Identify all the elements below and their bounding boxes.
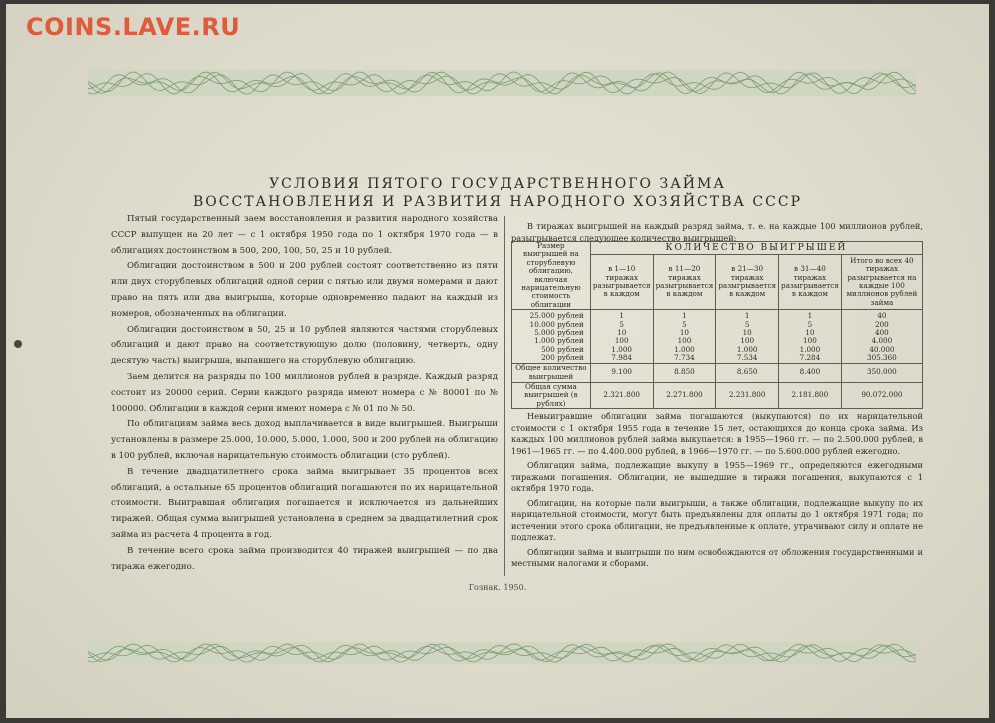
table-cell: 100 xyxy=(779,337,842,345)
table-cell: 7.284 xyxy=(779,354,842,363)
table-cell: 5 xyxy=(779,321,842,329)
paragraph: По облигациям займа весь доход выплачивается в виде выигрышей. Выигрыши установлены в размере 25.000, 10.000, 5.000, 1.000, 500 и 200 рублей на облигацию в 100 рублей, включая нарицательную стоимость облигации (сто рублей). xyxy=(111,419,498,461)
table-cell: 200 xyxy=(841,321,922,329)
table-cell: 1 xyxy=(653,310,716,321)
table-cell: 100 xyxy=(590,337,653,345)
table-cell: 100 xyxy=(716,337,779,345)
col-draws-1-10: в 1—10 тиражах разыгрывается в каждом xyxy=(590,254,653,309)
table-cell: 90.072.000 xyxy=(841,382,922,408)
table-row xyxy=(512,354,923,363)
paragraph: Заем делится на разряды по 100 миллионов рублей в разряде. Каждый разряд состоит из 20000 серий. Серии каждого разряда имеют номера с № 80001 по № 100000. Облигации в каждой серии имеют номера с № 01 по № 50. xyxy=(111,371,498,414)
paragraph: Облигации достоинством в 50, 25 и 10 рублей являются частями сторублевых облигаций и дают право на соответствующую долю (половину, четверть, одну десятую часть) выигрыша, выпавшего на сторублевую облигацию. xyxy=(111,324,498,367)
col-group-count: КОЛИЧЕСТВО ВЫИГРЫШЕЙ xyxy=(590,242,922,255)
table-cell: 2.231.800 xyxy=(716,382,779,408)
table-cell: 200 рублей xyxy=(512,354,591,363)
table-cell: 10 xyxy=(779,329,842,337)
table-cell: 305.360 xyxy=(841,354,922,363)
table-cell: 350.000 xyxy=(841,363,922,382)
table-cell: 10.000 рублей xyxy=(512,321,591,329)
table-cell: 1.000 рублей xyxy=(512,337,591,345)
table-cell: 2.321.800 xyxy=(590,382,653,408)
guilloche-border-bottom xyxy=(88,642,916,664)
col-draws-11-20: в 11—20 тиражах разыгрывается в каждом xyxy=(653,254,716,309)
table-cell: 7.534 xyxy=(716,354,779,363)
table-cell: 1.000 xyxy=(716,346,779,354)
paragraph: Облигации займа и выигрыши по ним освобождаются от обложения государственными и местными налогами и сборами. xyxy=(511,546,923,568)
paragraph: В течение всего срока займа производится 40 тиражей выигрышей — по два тиража ежегодно. xyxy=(111,545,498,572)
prize-table xyxy=(511,241,923,409)
col-draws-31-40: в 31—40 тиражах разыгрывается в каждом xyxy=(779,254,842,309)
table-cell: 5 xyxy=(590,321,653,329)
table-cell: 8.850 xyxy=(653,363,716,382)
table-cell: 8.650 xyxy=(716,363,779,382)
table-cell: 25.000 рублей xyxy=(512,310,591,321)
right-column xyxy=(511,411,923,573)
table-cell: 400 xyxy=(841,329,922,337)
paragraph: Облигации, на которые пали выигрыши, а также облигации, подлежащие выкупу по их нарицательной стоимости, могут быть предъявлены для оплаты до 1 октября 1971 года; по истечении этого срока облигации, не предъявленные к оплате, утрачивают силу и оплате не подлежат. xyxy=(511,497,923,542)
paragraph: Невыигравшие облигации займа погашаются (выкупаются) по их нарицательной стоимости с 1 октября 1955 года в течение 15 лет, остающихся до конца срока займа. Из каждых 100 миллионов рублей займа выкупается: в 1955—1960 гг. — по 2.500.000 рублей, в 1961—1965 гг. — по 4.400.000 рублей, в 1966—1970 гг. — по 5.600.000 рублей ежегодно. xyxy=(511,411,923,456)
table-cell: 7.984 xyxy=(590,354,653,363)
column-divider xyxy=(504,216,505,576)
table-cell: 10 xyxy=(653,329,716,337)
table-cell: 9.100 xyxy=(590,363,653,382)
table-cell: 1.000 xyxy=(590,346,653,354)
title-line-2: ВОССТАНОВЛЕНИЯ И РАЗВИТИЯ НАРОДНОГО ХОЗЯЙСТВА СССР xyxy=(193,194,802,210)
table-cell: 100 xyxy=(653,337,716,345)
guilloche-border-top xyxy=(88,70,916,96)
table-cell: 40.000 xyxy=(841,346,922,354)
col-draws-21-30: в 21—30 тиражах разыгрывается в каждом xyxy=(716,254,779,309)
left-column xyxy=(111,212,498,575)
paragraph: Облигации займа, подлежащие выкупу в 1955—1969 гг., определяются ежегодными тиражами погашения. Облигации, не вышедшие в тиражи погашения, выкупаются с 1 октября 1970 года. xyxy=(511,460,923,493)
table-cell: 500 рублей xyxy=(512,346,591,354)
table-row-total-sum xyxy=(512,382,923,408)
printer-imprint: Гознак. 1950. xyxy=(468,583,527,592)
table-cell: 10 xyxy=(590,329,653,337)
table-cell: 4.000 xyxy=(841,337,922,345)
table-cell: 7.734 xyxy=(653,354,716,363)
paragraph: В тиражах выигрышей на каждый разряд займа, т. е. на каждые 100 миллионов рублей, разыгрывается следующее количество выигрышей: xyxy=(511,221,923,243)
table-cell: 5 xyxy=(653,321,716,329)
col-prize-size: Размер выигрышей на сторублевую облигацию, включая нарицательную стоимость облигации xyxy=(512,242,591,310)
table-cell: 1 xyxy=(779,310,842,321)
table-cell: 1.000 xyxy=(653,346,716,354)
table-cell: 5 xyxy=(716,321,779,329)
paper-hole xyxy=(14,340,22,348)
table-cell: 2.181.800 xyxy=(779,382,842,408)
table-cell: 1 xyxy=(716,310,779,321)
site-watermark: COINS.LAVE.RU xyxy=(26,13,241,41)
bond-back xyxy=(6,4,989,718)
title-line-1: УСЛОВИЯ ПЯТОГО ГОСУДАРСТВЕННОГО ЗАЙМА xyxy=(269,176,726,192)
table-cell: 8.400 xyxy=(779,363,842,382)
table-cell: Общая сумма выигрышей (в рублях) xyxy=(512,382,591,408)
table-cell: 1.000 xyxy=(779,346,842,354)
paragraph: В течение двадцатилетнего срока займа выигрывает 35 процентов всех облигаций, а остальные 65 процентов облигаций погашаются по их нарицательной стоимости. Выигравшая облигация погашается и исключается из дальнейших тиражей. Общая сумма выигрышей установлена в среднем за двадцатилетний срок займа из расчета 4 процента в год. xyxy=(111,466,498,540)
paragraph: Пятый государственный заем восстановления и развития народного хозяйства СССР выпущен на 20 лет — с 1 октября 1950 года по 1 октября 1970 года — в облигациях достоинством в 500, 200, 100, 50, 25 и 10 рублей. xyxy=(111,214,498,256)
table-cell: 5.000 рублей xyxy=(512,329,591,337)
paragraph: Облигации достоинством в 500 и 200 рублей состоят соответственно из пяти или двух сторублевых облигаций одной серии с пятью или двумя номерами и дают право на пять или два выигрыша, которые одновременно падают на каждый из номеров, обозначенных на облигации. xyxy=(111,261,498,319)
table-cell: Общее количество выигрышей xyxy=(512,363,591,382)
col-total: Итого во всех 40 тиражах разыгрывается на каждые 100 миллионов рублей займа xyxy=(841,254,922,309)
table-cell: 40 xyxy=(841,310,922,321)
table-cell: 2.271.800 xyxy=(653,382,716,408)
table-cell: 1 xyxy=(590,310,653,321)
table-row-total-count xyxy=(512,363,923,382)
table-cell: 10 xyxy=(716,329,779,337)
